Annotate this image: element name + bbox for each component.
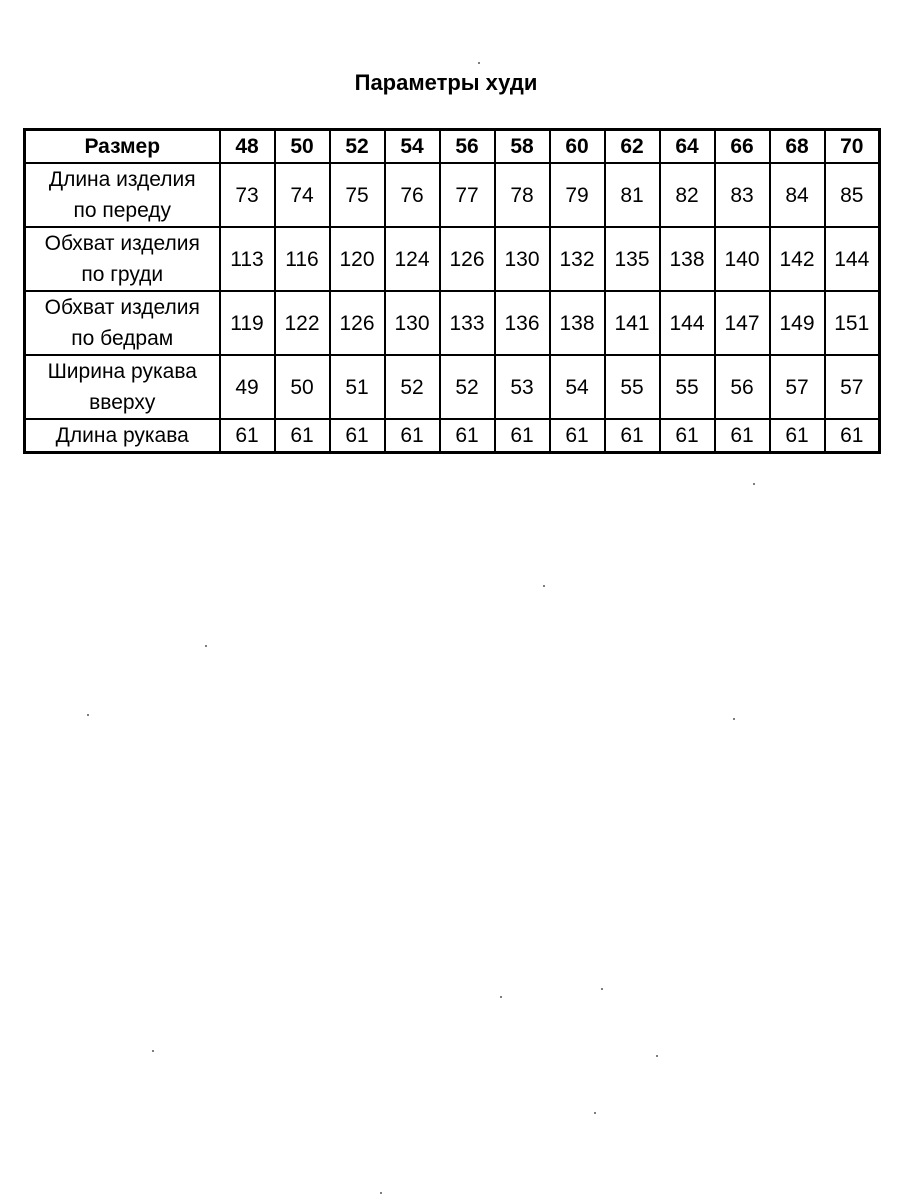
value-cell: 61 [495,419,550,453]
value-cell: 147 [715,291,770,355]
row-label-line: вверху [89,391,156,414]
value-cell: 133 [440,291,495,355]
header-size-68: 68 [770,130,825,164]
table-row [25,291,880,355]
value-cell: 61 [440,419,495,453]
scan-speck [753,483,755,485]
value-cell: 136 [495,291,550,355]
row-label [25,419,220,453]
header-size-56: 56 [440,130,495,164]
value-cell: 53 [495,355,550,419]
value-cell: 144 [825,227,880,291]
scan-speck [205,645,207,647]
value-cell: 130 [495,227,550,291]
value-cell: 85 [825,163,880,227]
scan-speck [152,1050,154,1052]
row-label-line: Ширина рукава [47,360,197,383]
value-cell: 149 [770,291,825,355]
value-cell: 61 [330,419,385,453]
page-title: Параметры худи [354,70,538,95]
value-cell: 130 [385,291,440,355]
value-cell: 79 [550,163,605,227]
value-cell: 75 [330,163,385,227]
value-cell: 50 [275,355,330,419]
value-cell: 138 [550,291,605,355]
header-size-48: 48 [220,130,275,164]
header-size-54: 54 [385,130,440,164]
value-cell: 54 [550,355,605,419]
header-size-62: 62 [605,130,660,164]
header-size-58: 58 [495,130,550,164]
value-cell: 124 [385,227,440,291]
scan-speck [601,988,603,990]
value-cell: 61 [220,419,275,453]
value-cell: 141 [605,291,660,355]
row-label [25,355,220,419]
value-cell: 82 [660,163,715,227]
row-label-line: Обхват изделия [44,232,200,255]
header-size-64: 64 [660,130,715,164]
row-label-line: Обхват изделия [44,296,200,319]
value-cell: 77 [440,163,495,227]
scan-speck [500,996,502,998]
row-label-line: по груди [81,263,164,286]
header-size-66: 66 [715,130,770,164]
table-row [25,355,880,419]
value-cell: 61 [275,419,330,453]
row-label [25,163,220,227]
row-label-line: Длина изделия [48,168,196,191]
value-cell: 61 [770,419,825,453]
value-cell: 61 [605,419,660,453]
value-cell: 52 [385,355,440,419]
scan-speck [543,585,545,587]
scan-speck [87,714,89,716]
value-cell: 116 [275,227,330,291]
value-cell: 74 [275,163,330,227]
value-cell: 61 [660,419,715,453]
value-cell: 55 [605,355,660,419]
scan-speck [478,62,480,64]
table-row [25,227,880,291]
value-cell: 61 [715,419,770,453]
value-cell: 83 [715,163,770,227]
value-cell: 142 [770,227,825,291]
value-cell: 138 [660,227,715,291]
value-cell: 113 [220,227,275,291]
value-cell: 49 [220,355,275,419]
value-cell: 144 [660,291,715,355]
table-row [25,419,880,453]
value-cell: 61 [825,419,880,453]
scan-speck [380,1192,382,1194]
scan-speck [656,1055,658,1057]
row-label [25,227,220,291]
value-cell: 61 [550,419,605,453]
value-cell: 56 [715,355,770,419]
size-table [23,128,881,454]
table-row [25,163,880,227]
header-row [25,130,880,164]
value-cell: 135 [605,227,660,291]
value-cell: 119 [220,291,275,355]
header-size-52: 52 [330,130,385,164]
value-cell: 120 [330,227,385,291]
value-cell: 51 [330,355,385,419]
header-size-label: Размер [25,130,220,164]
value-cell: 122 [275,291,330,355]
value-cell: 126 [440,227,495,291]
value-cell: 55 [660,355,715,419]
row-label-line: по переду [73,199,172,222]
table-body [25,163,880,453]
header-size-70: 70 [825,130,880,164]
value-cell: 84 [770,163,825,227]
row-label [25,291,220,355]
header-size-50: 50 [275,130,330,164]
value-cell: 132 [550,227,605,291]
row-label-line: Длина рукава [55,424,189,447]
row-label-line: по бедрам [71,327,174,350]
value-cell: 81 [605,163,660,227]
value-cell: 57 [770,355,825,419]
scan-speck [594,1112,596,1114]
value-cell: 73 [220,163,275,227]
scan-speck [733,718,735,720]
value-cell: 151 [825,291,880,355]
header-size-60: 60 [550,130,605,164]
value-cell: 76 [385,163,440,227]
value-cell: 61 [385,419,440,453]
value-cell: 78 [495,163,550,227]
value-cell: 57 [825,355,880,419]
value-cell: 126 [330,291,385,355]
value-cell: 140 [715,227,770,291]
value-cell: 52 [440,355,495,419]
